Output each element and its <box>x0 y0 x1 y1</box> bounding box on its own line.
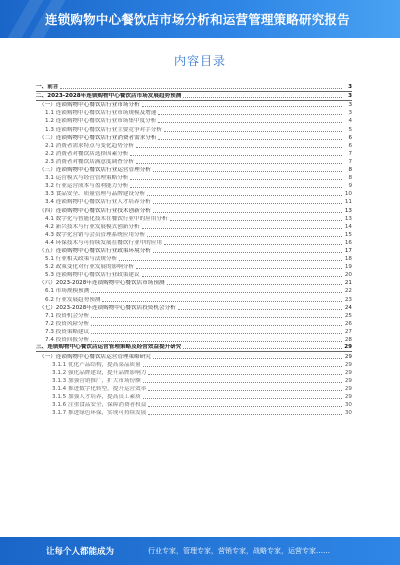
toc-entry-title: 7.3 投资策略建议 <box>45 328 90 335</box>
toc-entry-title: 3.1.1 优化产品结构，提高菜品质量 <box>52 361 141 368</box>
toc-entry[interactable] <box>36 312 352 320</box>
toc-entry[interactable] <box>36 101 352 109</box>
toc-leader-dots <box>183 97 342 98</box>
toc-page-number: 6 <box>348 134 352 141</box>
toc-entry[interactable] <box>36 125 352 133</box>
toc-entry[interactable] <box>36 134 352 142</box>
toc-leader-dots <box>153 252 342 253</box>
toc-entry[interactable] <box>36 263 352 271</box>
toc-entry[interactable] <box>36 385 352 393</box>
report-header <box>0 0 400 38</box>
page-footer <box>0 537 400 565</box>
toc-entry-title: （一）连锁购物中心餐饮店行业市场分析 <box>39 102 140 109</box>
toc-leader-dots <box>167 284 342 285</box>
toc-entry-title: 4.4 环保技术与可持续发展在餐饮行业中的应用 <box>45 239 162 246</box>
toc-page-number: 14 <box>344 223 352 230</box>
toc-leader-dots <box>136 268 342 269</box>
toc-page-number: 6 <box>348 142 352 149</box>
toc-entry-title: 3.4 连锁购物中心餐饮店行业人才培养分析 <box>45 199 151 206</box>
toc-entry-title: 6.1 市场规模预测 <box>45 288 90 295</box>
toc-entry-title: 3.1.5 加强人才培养，提高员工素质 <box>52 394 141 401</box>
toc-page-number: 7 <box>348 158 352 165</box>
toc-leader-dots <box>136 147 342 148</box>
toc-page-number: 29 <box>344 361 352 368</box>
toc-page-number: 3 <box>348 110 352 117</box>
toc-entry[interactable] <box>36 231 352 239</box>
toc-entry-title: （六）2023-2028年连锁购物中心餐饮店市场预测 <box>39 280 165 287</box>
toc-entry[interactable] <box>36 344 352 352</box>
toc-leader-dots <box>102 301 342 302</box>
toc-entry[interactable] <box>36 158 352 166</box>
toc-entry-title: （二）连锁购物中心餐饮店行业消费者需求分析 <box>39 134 157 141</box>
toc-entry-title: 7.1 投资机会分析 <box>45 312 90 319</box>
toc-page-number: 21 <box>344 280 352 287</box>
toc-leader-dots <box>119 260 342 261</box>
toc-page-number: 16 <box>344 239 352 246</box>
toc-page-number: 9 <box>348 183 352 190</box>
toc-entry-title: 3.3 食品安全、质量管理与品牌建设分析 <box>45 191 146 198</box>
toc-entry[interactable] <box>36 247 352 255</box>
toc-entry-title: 3.1.6 注重食品安全，保障消费者权益 <box>52 402 147 409</box>
toc-leader-dots <box>143 398 342 399</box>
toc-entry-title: 2.2 消费者对餐饮店选择因素分析 <box>45 150 129 157</box>
toc-leader-dots <box>130 155 342 156</box>
toc-entry-title: 二、2023-2028年连锁购物中心餐饮店市场发展趋势预测 <box>36 92 182 99</box>
toc-entry-title: 7.2 投资风险分析 <box>45 320 90 327</box>
toc-entry[interactable] <box>36 150 352 158</box>
toc-entry[interactable] <box>36 109 352 117</box>
toc-entry-title: 7.4 投资回报分析 <box>45 337 90 343</box>
toc-entry-title: 4.2 新兴技术与行业发展模式创新分析 <box>45 223 140 230</box>
toc-leader-dots <box>130 179 342 180</box>
toc-leader-dots <box>153 212 342 213</box>
toc-leader-dots <box>60 88 342 89</box>
toc-entry[interactable] <box>36 215 352 223</box>
toc-entry[interactable] <box>36 182 352 190</box>
report-title: 连锁购物中心餐饮店市场分析和运营管理策略研究报告 <box>45 12 350 27</box>
toc-page-number: 11 <box>344 199 352 206</box>
toc-entry-title: 3.1.7 推进绿色环保，实现可持续发展 <box>52 410 147 417</box>
toc-page-number: 4 <box>348 118 352 125</box>
toc-page-number: 30 <box>344 402 352 409</box>
toc-entry[interactable] <box>36 271 352 279</box>
toc-entry[interactable] <box>36 206 352 214</box>
toc-entry-title: 3.1.2 强化品牌建设，提升品牌影响力 <box>52 369 147 376</box>
toc-leader-dots <box>183 348 342 349</box>
toc-leader-dots <box>164 244 342 245</box>
toc-entry[interactable] <box>36 198 352 206</box>
toc-page-number: 30 <box>344 410 352 417</box>
toc-entry[interactable] <box>36 255 352 263</box>
footer-slogan: 让每个人都能成为 <box>46 547 115 557</box>
toc-entry-title: （七）2023-2028年连锁购物中心餐饮店投资机会分析 <box>39 304 176 311</box>
toc-entry[interactable] <box>36 287 352 295</box>
toc-entry-title: 三、连锁购物中心餐饮店运营管理策略及经营效益提升研究 <box>36 344 182 351</box>
toc-entry[interactable] <box>36 279 352 287</box>
toc-entry[interactable] <box>36 361 352 369</box>
toc-leader-dots <box>148 390 342 391</box>
toc-entry-title: 3.1.3 加强营销推广，扩大市场份额 <box>52 377 141 384</box>
toc-page-number: 24 <box>344 304 352 311</box>
toc-entry[interactable] <box>36 409 352 417</box>
toc-page-number: 19 <box>344 264 352 271</box>
toc-entry-title: 1.1 连锁购物中心餐饮店行业市场规模及增速 <box>45 110 157 117</box>
toc-page-number: 15 <box>344 231 352 238</box>
toc-entry-title: 5.2 政策变化对行业发展的影响分析 <box>45 264 134 271</box>
toc-page-number: 25 <box>344 312 352 319</box>
toc-page-number: 28 <box>344 337 352 343</box>
footer-tagline: 行业专家，管理专家，营销专家，战略专家，运营专家…… <box>148 547 330 555</box>
toc-page-number: 23 <box>344 296 352 303</box>
toc-entry-title: 4.3 数字化营销与会员管理系统应用分析 <box>45 231 146 238</box>
toc-page-number: 18 <box>344 256 352 263</box>
toc-leader-dots <box>142 276 342 277</box>
toc-leader-dots <box>147 195 342 196</box>
toc-leader-dots <box>178 309 342 310</box>
toc-leader-dots <box>143 366 342 367</box>
toc-leader-dots <box>142 106 342 107</box>
toc-entry-title: （五）连锁购物中心餐饮店行业政策环境分析 <box>39 247 151 254</box>
toc-page-number: 8 <box>348 175 352 182</box>
toc-entry[interactable] <box>36 295 352 303</box>
toc-entry-title: 2.3 消费者对餐饮店满意度调查分析 <box>45 158 134 165</box>
toc-entry[interactable] <box>36 393 352 401</box>
toc-entry[interactable] <box>36 84 352 92</box>
toc-entry-title: 4.1 数字化与智能化技术在餐饮行业中的应用分析 <box>45 215 168 222</box>
toc-leader-dots <box>91 325 342 326</box>
toc-entry[interactable] <box>36 336 352 344</box>
toc-leader-dots <box>91 317 342 318</box>
toc-entry[interactable] <box>36 174 352 182</box>
toc-entry[interactable] <box>36 320 352 328</box>
toc-page-number: 3 <box>348 84 352 91</box>
toc-entry-title: （三）连锁购物中心餐饮店行业运营管理分析 <box>39 167 151 174</box>
toc-page-number: 10 <box>344 191 352 198</box>
toc-page-number: 3 <box>348 102 352 109</box>
toc-entry[interactable] <box>36 401 352 409</box>
toc-entry-title: 3.1.4 推进数字化转型，提升运营效率 <box>52 386 147 393</box>
toc-page-number: 5 <box>348 126 352 133</box>
toc-heading: 内容目录 <box>173 54 226 68</box>
toc-entry-title: （四）连锁购物中心餐饮店行业技术创新分析 <box>39 207 151 214</box>
toc-leader-dots <box>91 292 342 293</box>
table-of-contents <box>36 84 352 417</box>
toc-entry-title: 2.1 消费者需求特点与变化趋势分析 <box>45 142 134 149</box>
toc-leader-dots <box>153 203 342 204</box>
toc-page-number: 13 <box>344 215 352 222</box>
toc-leader-dots <box>91 333 342 334</box>
toc-page-number: 7 <box>348 150 352 157</box>
toc-page-number: 27 <box>344 328 352 335</box>
toc-leader-dots <box>153 171 342 172</box>
toc-leader-dots <box>170 220 342 221</box>
toc-entry[interactable] <box>36 166 352 174</box>
toc-entry[interactable] <box>36 328 352 336</box>
toc-leader-dots <box>158 114 342 115</box>
toc-entry[interactable] <box>36 190 352 198</box>
toc-page-number: 29 <box>344 377 352 384</box>
toc-page-number: 29 <box>344 353 352 360</box>
toc-entry-title: （一）连锁购物中心餐饮店运营管理策略研究 <box>39 353 151 360</box>
toc-entry-title: 5.3 连锁购物中心餐饮店行业政策建议 <box>45 272 140 279</box>
toc-page-number: 26 <box>344 320 352 327</box>
toc-page-number: 13 <box>344 207 352 214</box>
toc-page-number: 29 <box>344 386 352 393</box>
toc-entry[interactable] <box>36 223 352 231</box>
toc-entry[interactable] <box>36 377 352 385</box>
toc-page-number: 3 <box>348 92 352 99</box>
toc-leader-dots <box>142 228 342 229</box>
toc-page-number: 20 <box>344 272 352 279</box>
toc-leader-dots <box>158 122 342 123</box>
toc-entry-title: 3.1 运营模式与经营管理策略分析 <box>45 175 129 182</box>
toc-leader-dots <box>147 236 342 237</box>
toc-leader-dots <box>153 358 342 359</box>
toc-entry[interactable] <box>36 369 352 377</box>
toc-leader-dots <box>148 406 342 407</box>
toc-entry[interactable] <box>36 117 352 125</box>
toc-leader-dots <box>130 187 342 188</box>
toc-page-number: 29 <box>344 394 352 401</box>
toc-leader-dots <box>164 131 342 132</box>
toc-entry-title: 3.2 行业运营成本与盈利能力分析 <box>45 183 129 190</box>
toc-entry-title: 1.2 连锁购物中心餐饮店行业市场集中度分析 <box>45 118 157 125</box>
toc-entry[interactable] <box>36 142 352 150</box>
toc-entry[interactable] <box>36 353 352 361</box>
toc-entry-title: 6.2 行业发展趋势预测 <box>45 296 101 303</box>
toc-entry-title: 5.1 行业相关政策与法规分析 <box>45 256 118 263</box>
toc-leader-dots <box>148 414 342 415</box>
toc-leader-dots <box>143 382 342 383</box>
toc-page-number: 29 <box>344 369 352 376</box>
toc-page-number: 8 <box>348 167 352 174</box>
toc-leader-dots <box>136 163 342 164</box>
toc-page-number: 22 <box>344 288 352 295</box>
toc-leader-dots <box>158 139 342 140</box>
toc-entry[interactable] <box>36 304 352 312</box>
toc-entry[interactable] <box>36 239 352 247</box>
toc-page-number: 17 <box>344 247 352 254</box>
toc-entry-title: 一、前言 <box>36 84 59 91</box>
toc-entry[interactable] <box>36 93 352 101</box>
toc-page-number: 29 <box>344 344 352 351</box>
toc-leader-dots <box>91 341 342 342</box>
toc-entry-title: 1.3 连锁购物中心餐饮店行业主要竞争对手分析 <box>45 126 162 133</box>
toc-leader-dots <box>148 374 342 375</box>
